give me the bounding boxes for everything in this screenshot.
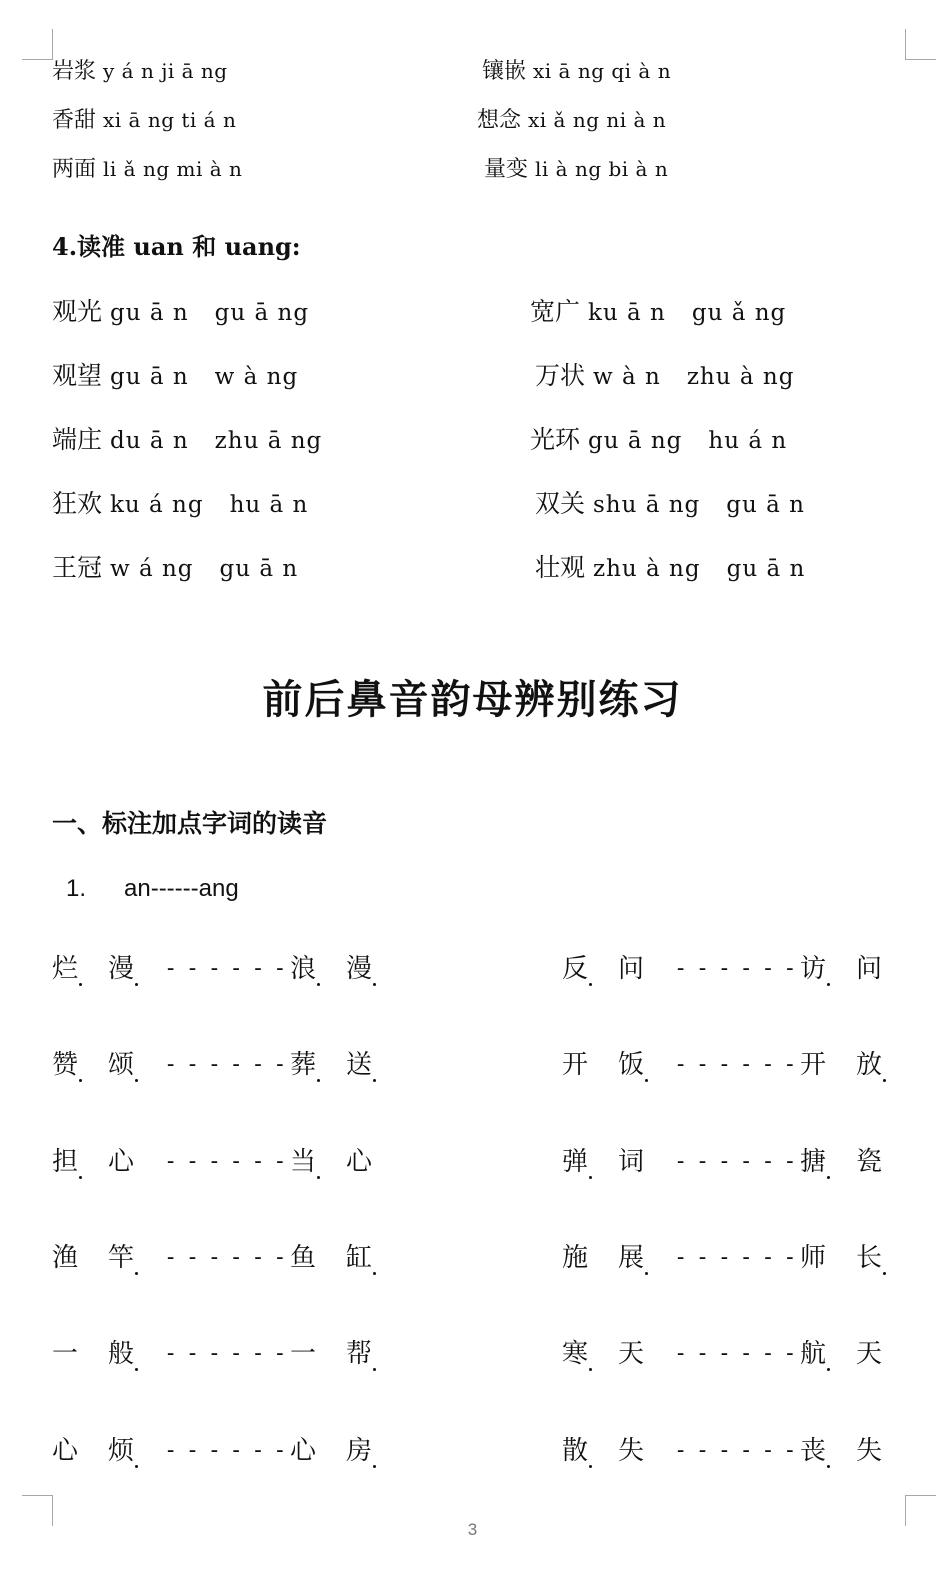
pinyin: hu ā n <box>229 492 309 518</box>
pinyin-entry <box>477 106 666 135</box>
pinyin-entry <box>52 106 236 135</box>
word: 观光 <box>52 297 103 326</box>
section-heading-uan-uang: 4.读准 uan 和 uang: <box>52 232 301 261</box>
character: 开 <box>562 1050 589 1080</box>
dash-separator: ------ <box>164 1052 296 1077</box>
word: 想念 <box>477 108 522 133</box>
pinyin-entry <box>52 155 242 184</box>
character: 心 <box>108 1147 135 1177</box>
pinyin: gu ā n <box>726 492 805 518</box>
pinyin: y á n ji ā ng <box>103 59 228 83</box>
pinyin-entry <box>482 57 671 86</box>
dash-separator: ------ <box>164 1341 296 1366</box>
pinyin: hu á n <box>708 428 788 454</box>
dash-separator: ------ <box>674 1245 806 1270</box>
emphasized-character: 散 <box>562 1434 618 1468</box>
pinyin-entry <box>535 552 805 585</box>
pinyin-entry <box>52 360 298 393</box>
word: 壮观 <box>535 553 586 582</box>
page-number: 3 <box>467 1520 478 1539</box>
emphasized-character: 长 <box>856 1241 912 1275</box>
emphasized-character: 放 <box>856 1048 912 1082</box>
emphasized-character: 当 <box>290 1145 346 1179</box>
character: 失 <box>856 1436 883 1466</box>
character: 失 <box>618 1436 645 1466</box>
dash-separator: ------ <box>674 1052 806 1077</box>
character: 心 <box>52 1436 79 1466</box>
emphasized-character: 饭 <box>618 1048 674 1082</box>
emphasized-character: 展 <box>618 1241 674 1275</box>
emphasized-character: 房 <box>346 1434 402 1468</box>
word-pair-row <box>52 1434 402 1468</box>
character: 天 <box>618 1339 645 1369</box>
pinyin-entry <box>52 296 309 329</box>
word: 宽广 <box>530 297 581 326</box>
pinyin: shu ā ng <box>592 492 701 518</box>
exercise-subheading <box>66 874 239 904</box>
emphasized-character: 访 <box>800 952 856 986</box>
pinyin-entry <box>530 424 787 457</box>
pinyin: w á ng <box>109 556 194 582</box>
pinyin: li ǎ ng mi à n <box>103 157 243 181</box>
exercise-heading: 一、标注加点字词的读音 <box>52 809 328 838</box>
pinyin-entry <box>52 488 308 521</box>
word: 量变 <box>484 157 529 182</box>
emphasized-character: 葬 <box>290 1048 346 1082</box>
pinyin: gu ā n <box>109 300 189 326</box>
pinyin: zhu ā ng <box>214 428 323 454</box>
pinyin: gu ā n <box>109 364 189 390</box>
word: 王冠 <box>52 553 103 582</box>
emphasized-character: 搪 <box>800 1145 856 1179</box>
pinyin-entry <box>530 296 786 329</box>
character: 师 <box>800 1243 827 1273</box>
dash-separator: ------ <box>164 1245 296 1270</box>
word-pair-row <box>52 952 402 986</box>
pinyin-entry <box>52 424 322 457</box>
page-title: 前后鼻音韵母辨别练习 <box>262 677 683 723</box>
word: 光环 <box>530 425 581 454</box>
pinyin: gu ā n <box>219 556 299 582</box>
word: 端庄 <box>52 425 103 454</box>
pinyin: zhu à ng <box>686 364 795 390</box>
emphasized-character: 竿 <box>108 1241 164 1275</box>
word-pair-row <box>52 1337 402 1371</box>
word-pair-row <box>52 1241 402 1275</box>
pinyin-entry <box>484 155 668 184</box>
list-number: 1. <box>66 875 87 902</box>
character: 开 <box>800 1050 827 1080</box>
character: 鱼 <box>290 1243 317 1273</box>
character: 瓷 <box>856 1147 883 1177</box>
dash-separator: ------ <box>164 1438 296 1463</box>
pinyin: w à ng <box>214 364 299 390</box>
character: 天 <box>856 1339 883 1369</box>
word: 镶嵌 <box>482 59 527 84</box>
emphasized-character: 航 <box>800 1337 856 1371</box>
word: 狂欢 <box>52 489 103 518</box>
word: 双关 <box>535 489 586 518</box>
crop-mark-top-right <box>905 29 936 60</box>
emphasized-character: 漫 <box>346 952 402 986</box>
pinyin: gu ā n <box>726 556 806 582</box>
emphasized-character: 丧 <box>800 1434 856 1468</box>
word-pair-row <box>562 1241 912 1275</box>
word: 两面 <box>52 157 97 182</box>
word-pair-row <box>562 952 912 986</box>
character: 问 <box>856 954 883 984</box>
pinyin: xi ā ng ti á n <box>103 108 237 132</box>
word: 岩浆 <box>52 59 97 84</box>
character: 一 <box>52 1339 79 1369</box>
pinyin: zhu à ng <box>592 556 701 582</box>
pinyin: xi ǎ ng ni à n <box>528 108 667 132</box>
pinyin: gu ā ng <box>214 300 310 326</box>
pinyin: du ā n <box>109 428 189 454</box>
word: 万状 <box>535 361 586 390</box>
dash-separator: ------ <box>674 1438 806 1463</box>
word: 香甜 <box>52 108 97 133</box>
word-pair-row <box>52 1145 402 1179</box>
emphasized-character: 寒 <box>562 1337 618 1371</box>
dash-separator: ------ <box>164 1149 296 1174</box>
list-label: an------ang <box>124 875 239 902</box>
emphasized-character: 弹 <box>562 1145 618 1179</box>
dash-separator: ------ <box>674 1341 806 1366</box>
dash-separator: ------ <box>674 1149 806 1174</box>
emphasized-character: 送 <box>346 1048 402 1082</box>
emphasized-character: 颂 <box>108 1048 164 1082</box>
character: 心 <box>346 1147 373 1177</box>
dash-separator: ------ <box>164 956 296 981</box>
word-pair-row <box>562 1337 912 1371</box>
character: 渔 <box>52 1243 79 1273</box>
pinyin-entry <box>535 360 794 393</box>
emphasized-character: 赞 <box>52 1048 108 1082</box>
character: 问 <box>618 954 645 984</box>
dash-separator: ------ <box>674 956 806 981</box>
pinyin: li à ng bi à n <box>535 157 669 181</box>
emphasized-character: 帮 <box>346 1337 402 1371</box>
word-pair-row <box>52 1048 402 1082</box>
emphasized-character: 般 <box>108 1337 164 1371</box>
crop-mark-top-left <box>22 29 53 60</box>
emphasized-character: 担 <box>52 1145 108 1179</box>
pinyin: ku á ng <box>109 492 204 518</box>
character: 词 <box>618 1147 645 1177</box>
pinyin: xi ā ng qi à n <box>533 59 672 83</box>
character: 心 <box>290 1436 317 1466</box>
pinyin: gu ā ng <box>587 428 683 454</box>
character: 一 <box>290 1339 317 1369</box>
pinyin-entry <box>535 488 805 521</box>
pinyin: gu ǎ ng <box>691 300 787 326</box>
word-pair-row <box>562 1434 912 1468</box>
emphasized-character: 缸 <box>346 1241 402 1275</box>
emphasized-character: 烂 <box>52 952 108 986</box>
pinyin-entry <box>52 552 298 585</box>
emphasized-character: 反 <box>562 952 618 986</box>
word-pair-row <box>562 1048 912 1082</box>
pinyin: ku ā n <box>587 300 666 326</box>
word-pair-row <box>562 1145 912 1179</box>
emphasized-character: 烦 <box>108 1434 164 1468</box>
emphasized-character: 浪 <box>290 952 346 986</box>
emphasized-character: 漫 <box>108 952 164 986</box>
character: 施 <box>562 1243 589 1273</box>
word: 观望 <box>52 361 103 390</box>
pinyin-entry <box>52 57 228 86</box>
pinyin: w à n <box>592 364 661 390</box>
